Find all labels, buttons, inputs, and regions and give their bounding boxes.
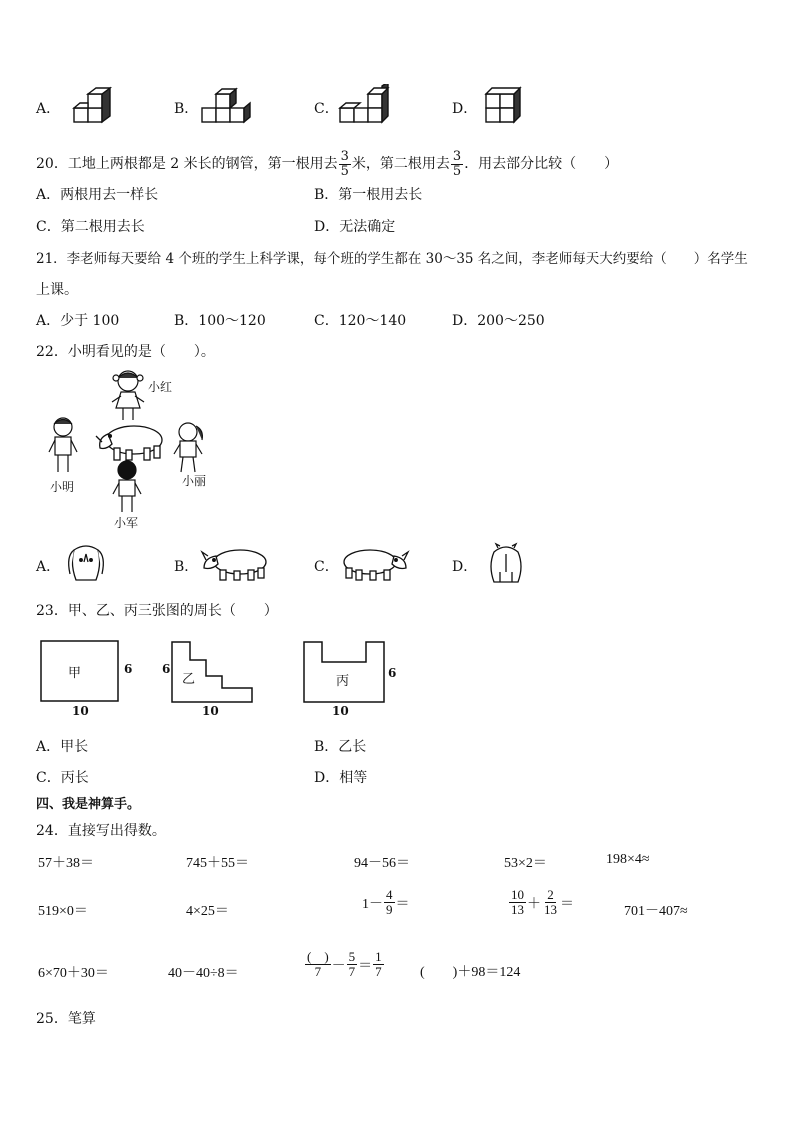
r3-op: － bbox=[331, 958, 346, 974]
q20-option-a[interactable]: A．两根用去一样长 bbox=[36, 187, 159, 203]
q24-expr-r2-1: 519×0＝ bbox=[38, 904, 88, 919]
child-xiaoming-figure bbox=[46, 416, 80, 476]
q24-expr-r3-3 bbox=[304, 950, 385, 979]
r3-fraction-2 bbox=[347, 950, 358, 979]
child-xiaohong-figure bbox=[106, 368, 150, 424]
q24-expr-r2-4 bbox=[508, 888, 574, 917]
q23-option-b[interactable]: B．乙长 bbox=[314, 739, 367, 755]
r3-blank-fraction bbox=[305, 950, 331, 979]
r2-frac-pre: 1－ bbox=[362, 896, 383, 912]
q20-frac1-den: 5 bbox=[340, 163, 349, 179]
q21-option-a[interactable]: A．少于 100 bbox=[36, 313, 120, 329]
q21-option-b[interactable]: B．100～120 bbox=[174, 313, 266, 329]
r2-add-d2: 13 bbox=[544, 902, 557, 917]
cube-figure-b bbox=[198, 84, 270, 130]
q23-option-d[interactable]: D．相等 bbox=[314, 770, 368, 786]
r2-add-fraction-1 bbox=[509, 888, 526, 917]
q19-option-c-label: C． bbox=[314, 101, 339, 117]
q24-expr-r1-5: 198×4≈ bbox=[606, 852, 650, 867]
q22-options bbox=[36, 540, 556, 588]
q19-option-a-label: A． bbox=[36, 101, 61, 117]
q20-frac2-num: 3 bbox=[452, 148, 462, 164]
q24-expr-r3-2: 40－40÷8＝ bbox=[168, 966, 239, 981]
q20-question bbox=[36, 146, 618, 182]
q19-options bbox=[36, 84, 556, 132]
shape-jia-side-length: 6 bbox=[124, 662, 133, 676]
q24-expr-r2-5: 701－407≈ bbox=[624, 904, 688, 919]
q24-expr-r2-3 bbox=[362, 888, 410, 917]
r3-d2: 7 bbox=[348, 964, 356, 979]
cube-figure-d bbox=[474, 84, 546, 130]
name-label-xiaoming: 小明 bbox=[50, 480, 75, 494]
rhino-left-side-view-icon[interactable] bbox=[200, 544, 272, 584]
q24-question: 24．直接写出得数。 bbox=[36, 823, 166, 839]
q23-question: 23．甲、乙、丙三张图的周长（ ） bbox=[36, 603, 278, 619]
shape-bing-side-length: 6 bbox=[388, 666, 397, 680]
section-four-heading: 四、我是神算手。 bbox=[36, 797, 141, 812]
q22-scene-illustration bbox=[40, 366, 220, 530]
q20-fraction-1 bbox=[339, 150, 351, 179]
q20-frac2-den: 5 bbox=[452, 163, 462, 179]
q21-question-line2: 上课。 bbox=[36, 282, 78, 298]
cube-figure-c bbox=[336, 84, 408, 130]
q22-option-c-label: C． bbox=[314, 559, 339, 575]
shape-bing-bottom-length: 10 bbox=[332, 704, 349, 718]
q24-expr-r3-1: 6×70＋30＝ bbox=[38, 966, 109, 981]
q22-option-b-label: B． bbox=[174, 559, 199, 575]
child-xiaojun-figure bbox=[110, 460, 144, 516]
rhino-back-view-icon[interactable] bbox=[486, 542, 526, 586]
q22-option-d-label: D． bbox=[452, 559, 478, 575]
cube-figure-a bbox=[60, 84, 132, 130]
r2-fraction bbox=[384, 888, 395, 917]
q23-figures bbox=[36, 634, 416, 724]
r2-frac-den: 9 bbox=[386, 902, 393, 917]
rhino-right-side-view-icon[interactable] bbox=[338, 544, 410, 584]
q22-option-a-label: A． bbox=[36, 559, 61, 575]
r2-add-d1: 13 bbox=[511, 902, 524, 917]
shape-yi-label: 乙 bbox=[182, 672, 196, 687]
r3-n2: 5 bbox=[348, 949, 356, 964]
r3-blank-num[interactable]: ( ) bbox=[307, 949, 329, 964]
q24-expr-r3-4: ( )＋98＝124 bbox=[420, 965, 521, 980]
name-label-xiaojun: 小军 bbox=[114, 516, 139, 530]
shape-yi-bottom-length: 10 bbox=[202, 704, 219, 718]
q23-option-c[interactable]: C．丙长 bbox=[36, 770, 89, 786]
q24-expr-r1-3: 94－56＝ bbox=[354, 856, 410, 871]
q20-option-c[interactable]: C．第二根用去长 bbox=[36, 219, 145, 235]
q20-text-pre: 20．工地上两根都是 2 米长的钢管，第一根用去 bbox=[36, 156, 338, 172]
r3-eq: ＝ bbox=[358, 958, 373, 974]
q20-text-post: ．用去部分比较（ ） bbox=[464, 156, 619, 172]
q20-option-d[interactable]: D．无法确定 bbox=[314, 219, 396, 235]
q24-expr-r2-2: 4×25＝ bbox=[186, 904, 229, 919]
r3-den1: 7 bbox=[314, 964, 322, 979]
q20-frac1-num: 3 bbox=[340, 148, 349, 164]
r2-add-eq: ＝ bbox=[560, 896, 574, 912]
q22-question: 22．小明看见的是（ ）。 bbox=[36, 344, 215, 360]
r3-fraction-3 bbox=[373, 950, 384, 979]
rhino-front-view-icon[interactable] bbox=[64, 542, 108, 586]
q25-question: 25．笔算 bbox=[36, 1011, 96, 1027]
q20-text-mid: 米，第二根用去 bbox=[351, 156, 450, 172]
r3-n3: 1 bbox=[375, 949, 382, 964]
r2-add-fraction-2 bbox=[542, 888, 559, 917]
q21-question-line1: 21．李老师每天要给 4 个班的学生上科学课，每个班的学生都在 30～35 名之间，李老师每天大约要给（ ）名学生 bbox=[36, 251, 748, 267]
shape-jia-label: 甲 bbox=[68, 666, 82, 681]
q24-expr-r1-4: 53×2＝ bbox=[504, 856, 547, 871]
shape-yi-side-length: 6 bbox=[162, 662, 171, 676]
q23-option-a[interactable]: A．甲长 bbox=[36, 739, 89, 755]
child-xiaoli-figure bbox=[170, 420, 210, 476]
name-label-xiaoli: 小丽 bbox=[182, 474, 207, 488]
q21-option-c[interactable]: C．120～140 bbox=[314, 313, 407, 329]
name-label-xiaohong: 小红 bbox=[148, 380, 173, 394]
shape-bing-label: 丙 bbox=[336, 674, 350, 689]
shape-jia-bottom-length: 10 bbox=[72, 704, 89, 718]
q24-expr-r1-1: 57＋38＝ bbox=[38, 856, 94, 871]
q19-option-b-label: B． bbox=[174, 101, 199, 117]
q21-option-d[interactable]: D．200～250 bbox=[452, 313, 545, 329]
rhino-center-figure bbox=[94, 420, 166, 464]
r2-add-n2: 2 bbox=[547, 887, 554, 902]
q20-fraction-2 bbox=[451, 150, 463, 179]
q20-option-b[interactable]: B．第一根用去长 bbox=[314, 187, 423, 203]
r2-frac-num: 4 bbox=[386, 887, 393, 902]
r2-frac-post: ＝ bbox=[395, 896, 410, 912]
q19-option-d-label: D． bbox=[452, 101, 478, 117]
r3-d3: 7 bbox=[375, 964, 382, 979]
r2-add-n1: 10 bbox=[511, 887, 524, 902]
q24-expr-r1-2: 745＋55＝ bbox=[186, 856, 249, 871]
r2-add-op: ＋ bbox=[527, 896, 541, 912]
